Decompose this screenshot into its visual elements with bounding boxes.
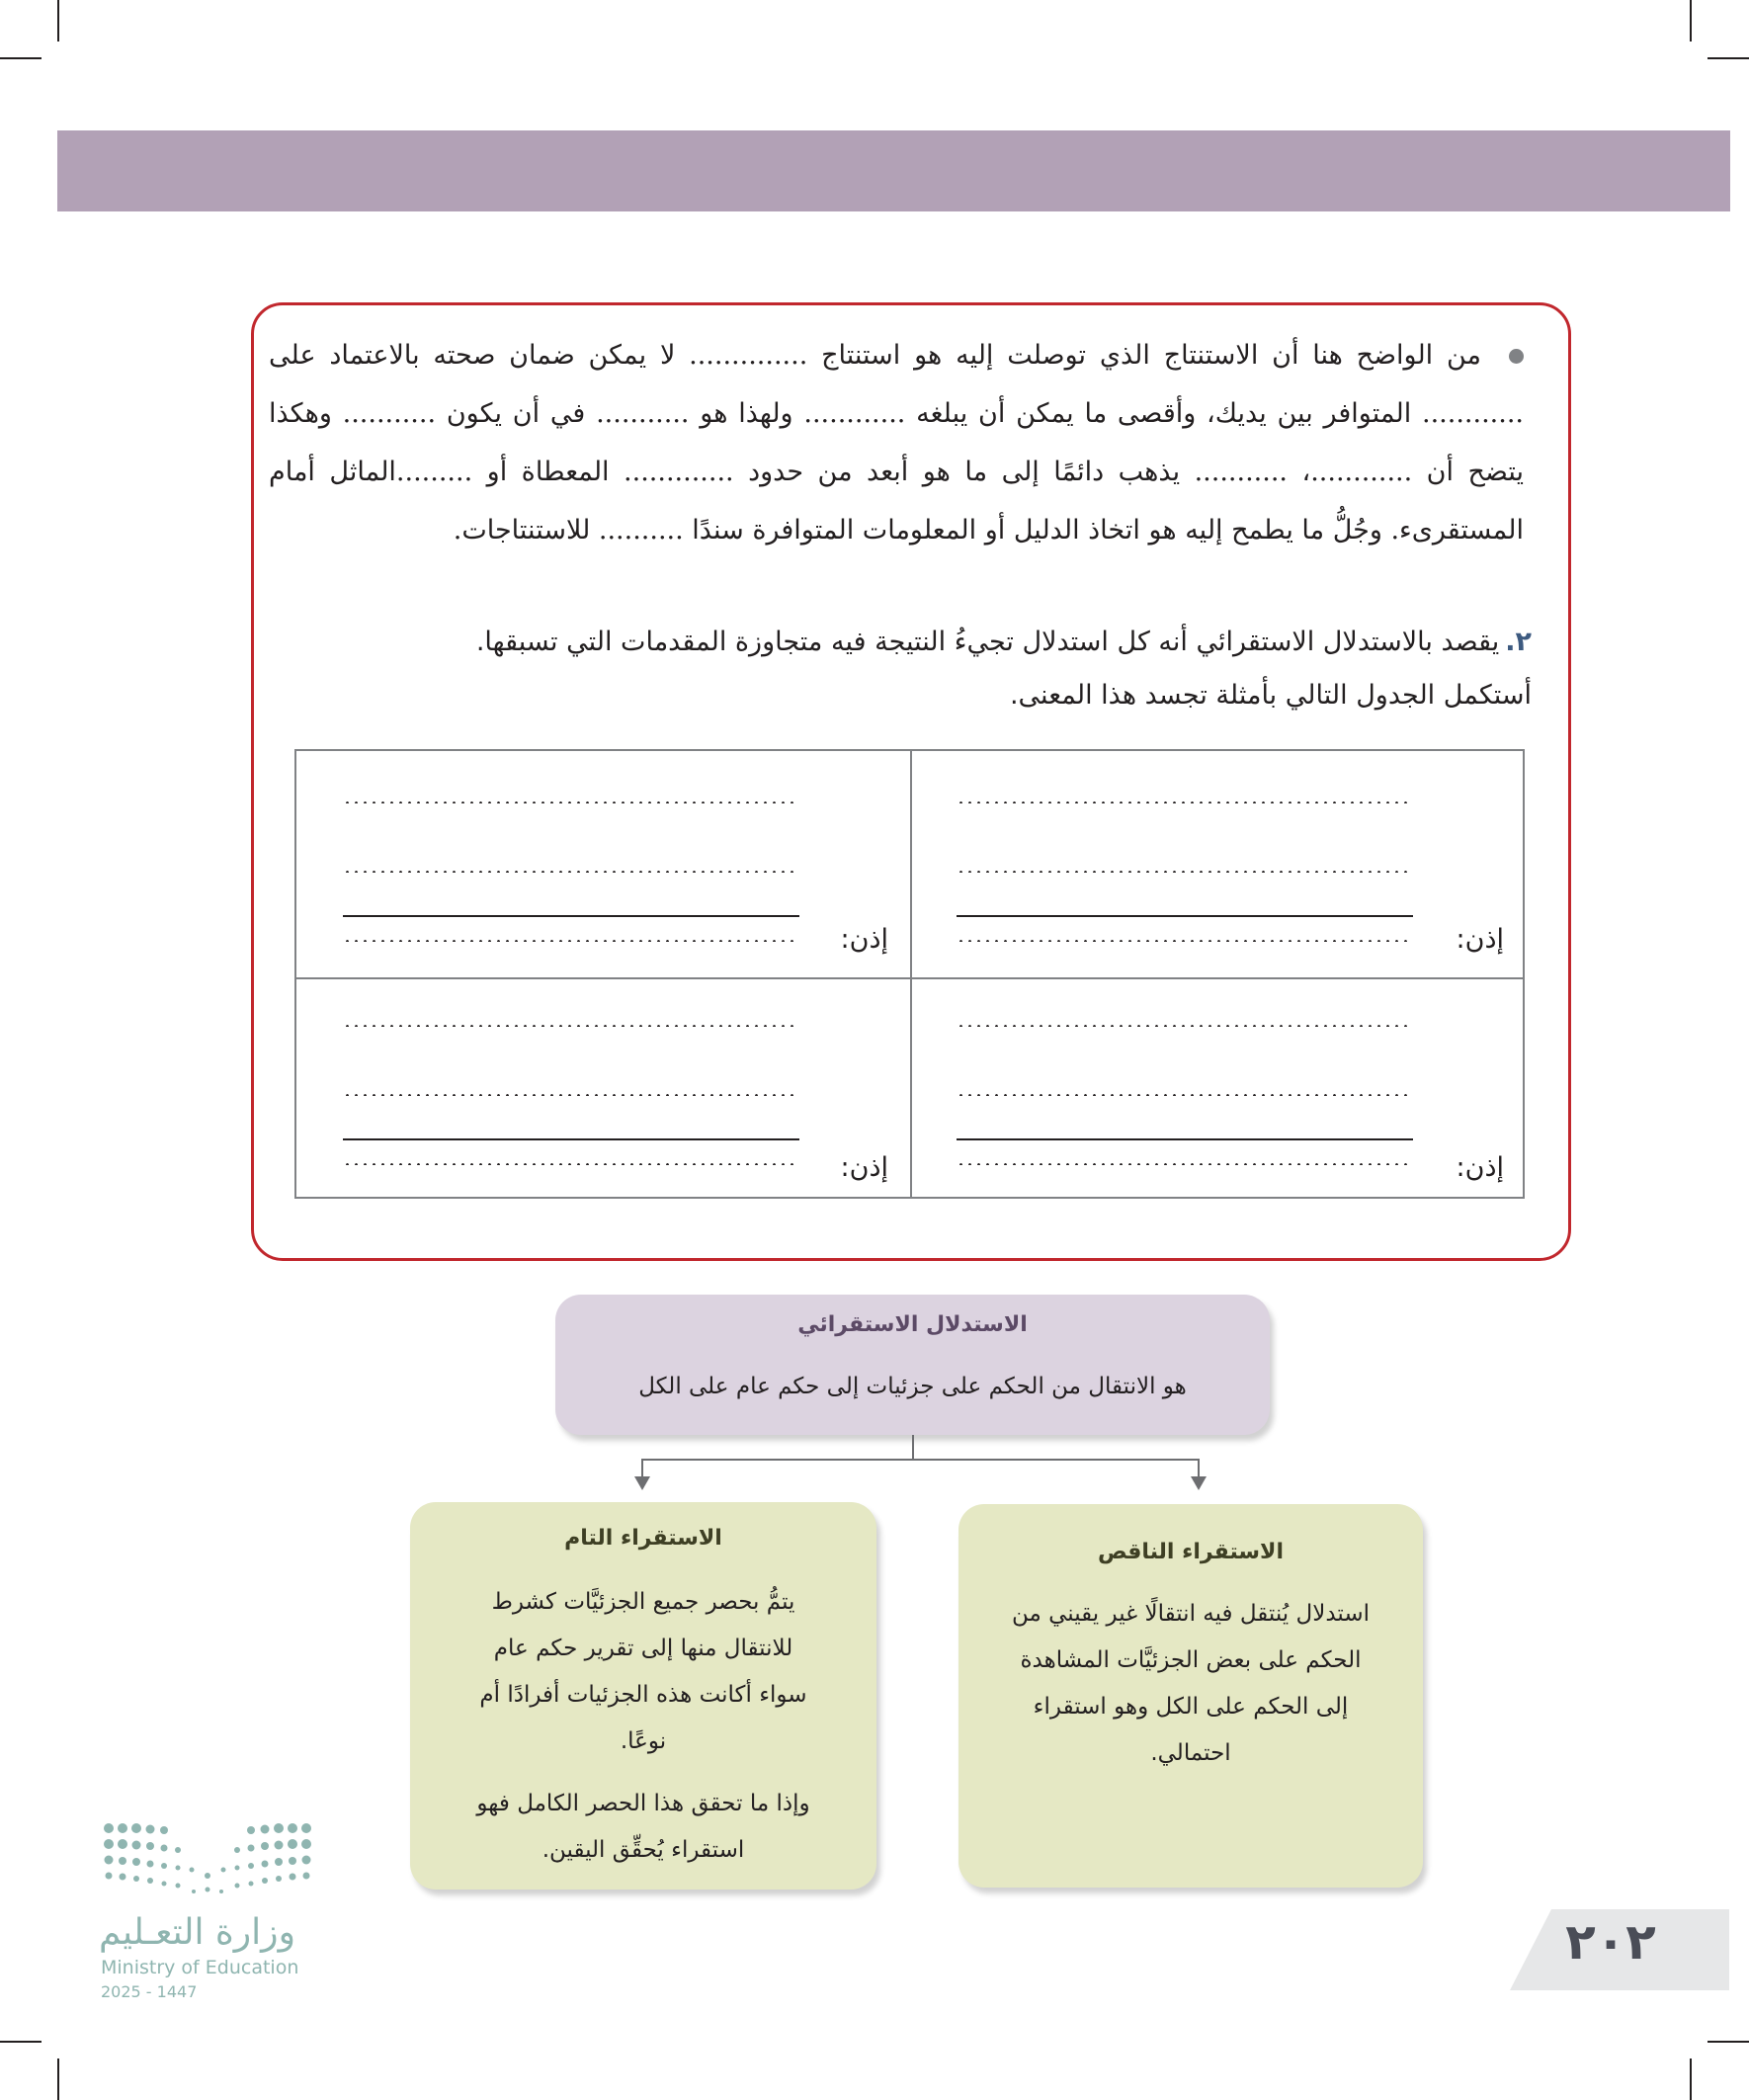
card-line: استدلال يُنتقل فيه انتقالًا غير يقيني من (1011, 1601, 1371, 1627)
table-cell[interactable] (912, 979, 1526, 1203)
bullet-paragraph (269, 326, 1524, 559)
blank-dots (957, 1163, 1413, 1165)
definition-text: هو الانتقال من الحكم على جزئيات إلى حكم عام على الكل (638, 1374, 1187, 1399)
crop-mark (1690, 0, 1692, 42)
crop-mark (57, 2058, 59, 2100)
blank-dots (343, 1094, 799, 1096)
conclusion-label: إذن: (1456, 924, 1504, 955)
card-title: الاستقراء الناقص (1098, 1540, 1284, 1564)
rule-line (343, 915, 799, 917)
blank-dots (957, 940, 1413, 942)
blank-dots (343, 1025, 799, 1027)
blank-dots (957, 871, 1413, 873)
crop-mark (57, 0, 59, 42)
blank-dots (343, 940, 799, 942)
rule-line (957, 1138, 1413, 1140)
card-line: احتمالي. (1150, 1740, 1231, 1766)
question-2-instruction: أستكمل الجدول التالي بأمثلة تجسد هذا المعنى. (1009, 680, 1532, 711)
ministry-name-english: Ministry of Education (101, 1957, 299, 1978)
blank-dots (343, 1163, 799, 1165)
arrow-down-icon (634, 1476, 650, 1490)
card-line: الحكم على بعض الجزئيَّات المشاهدة (1020, 1647, 1362, 1673)
page-number: ٢٠٢ (1565, 1913, 1656, 1971)
card-line: للانتقال منها إلى تقرير حكم عام (493, 1636, 793, 1661)
card-line: استقراء يُحقِّق اليقين. (541, 1837, 745, 1863)
conclusion-label: إذن: (840, 924, 888, 955)
crop-mark (0, 57, 42, 59)
blank-dots (957, 801, 1413, 803)
arrow-down-icon (1191, 1476, 1207, 1490)
card-line: نوعًا. (620, 1728, 667, 1754)
card-line: سواء أكانت هذه الجزئيات أفرادًا أم (479, 1682, 807, 1708)
crop-mark (1690, 2058, 1692, 2100)
blank-dots (957, 1025, 1413, 1027)
blank-dots (343, 871, 799, 873)
definition-title: الاستدلال الاستقرائي (797, 1312, 1028, 1337)
card-line: وإذا ما تحقق هذا الحصر الكامل فهو (476, 1791, 810, 1816)
conclusion-label: إذن: (840, 1152, 888, 1183)
blank-dots (343, 801, 799, 803)
connector-line (641, 1459, 643, 1476)
bullet-paragraph-text: من الواضح هنا أن الاستنتاج الذي توصلت إليه هو استنتاج .............. لا يمكن ضمان صحته بالاعتماد على ............ المتوافر بين يديك، وأقصى ما يمكن أن يبلغه ............ ولهذا هو ........... في أن يكون ........... وهكذا يتضح أن ............، ........... يذهب دائمًا إلى ما هو أبعد من حدود ............. المعطاة أو .........الماثل أمام المستقرىء. وجُلُّ ما يطمح إليه هو اتخاذ الدليل أو المعلومات المتوافرة سندًا .......... للاستنتاجات. (269, 340, 1524, 546)
card-line: إلى الحكم على الكل وهو استقراء (1033, 1694, 1349, 1720)
connector-line (912, 1435, 914, 1460)
connector-line (1198, 1459, 1200, 1476)
ministry-name-arabic: وزارة التعـليم (99, 1912, 295, 1953)
conclusion-label: إذن: (1456, 1152, 1504, 1183)
card-body (958, 1591, 1423, 1777)
question-2 (476, 627, 1532, 657)
card-body (410, 1781, 876, 1874)
table-cell[interactable] (296, 979, 910, 1203)
complete-induction-card (410, 1502, 876, 1890)
header-band (57, 130, 1730, 211)
bullet-icon (1509, 349, 1524, 364)
incomplete-induction-card (958, 1504, 1423, 1888)
question-number: ٢. (1505, 627, 1532, 657)
card-title: الاستقراء التام (564, 1526, 722, 1551)
blank-dots (957, 1094, 1413, 1096)
answer-table (294, 749, 1525, 1199)
rule-line (957, 915, 1413, 917)
table-cell[interactable] (912, 751, 1526, 974)
crop-mark (1707, 57, 1749, 59)
question-2-text: يقصد بالاستدلال الاستقرائي أنه كل استدلال تجيءُ النتيجة فيه متجاوزة المقدمات التي تسبقها. (475, 627, 1500, 657)
definition-box (555, 1295, 1270, 1435)
table-cell[interactable] (296, 751, 910, 974)
connector-line (641, 1459, 1200, 1461)
academic-year: 2025 - 1447 (101, 1982, 198, 2001)
card-body (410, 1579, 876, 1765)
crop-mark (1707, 2041, 1749, 2043)
rule-line (343, 1138, 799, 1140)
crop-mark (0, 2041, 42, 2043)
card-line: يتمُّ بحصر جميع الجزئيَّات كشرط (491, 1589, 795, 1615)
